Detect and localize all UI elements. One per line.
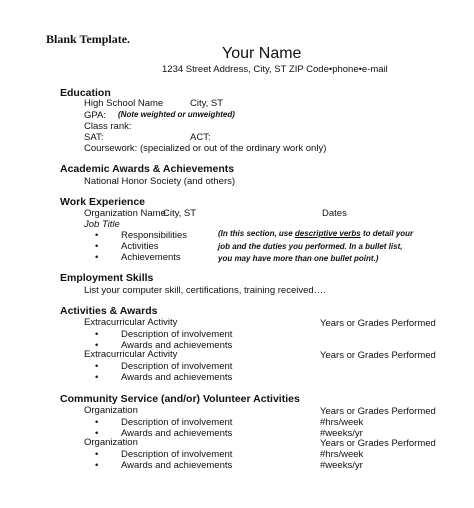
education-heading: Education — [60, 87, 111, 99]
activity-years: Years or Grades Performed — [320, 350, 436, 361]
community-years: Years or Grades Performed — [320, 438, 436, 449]
activity-bullet: • Description of involvement — [95, 361, 233, 372]
community-weeks: #weeks/yr — [320, 428, 363, 439]
community-org: Organization — [84, 405, 138, 416]
activity-title: Extracurricular Activity — [84, 349, 178, 360]
community-hours: #hrs/week — [320, 417, 364, 428]
work-instruction-note: (In this section, use descriptive verbs to detail your job and the duties you performed. In a bullet list, you may have more than one bullet point.) — [218, 229, 414, 263]
work-bullet: • Activities — [95, 241, 159, 252]
gpa-label: GPA: — [84, 110, 106, 121]
awards-item: National Honor Society (and others) — [84, 176, 236, 187]
community-bullet: • Awards and achievements — [95, 460, 233, 471]
activity-bullet: • Awards and achievements — [95, 372, 233, 383]
community-bullet: • Description of involvement — [95, 417, 233, 428]
work-bullet: • Achievements — [95, 252, 181, 263]
community-heading: Community Service (and/or) Volunteer Activities — [60, 393, 300, 405]
work-org-location: City, ST — [163, 208, 197, 219]
community-bullet: • Awards and achievements — [95, 428, 233, 439]
activity-years: Years or Grades Performed — [320, 318, 436, 329]
community-years: Years or Grades Performed — [320, 406, 436, 417]
applicant-name: Your Name — [222, 45, 302, 62]
gpa-note: (Note weighted or unweighted) — [118, 110, 235, 119]
activities-heading: Activities & Awards — [60, 305, 158, 317]
community-hours: #hrs/week — [320, 449, 364, 460]
activity-title: Extracurricular Activity — [84, 317, 178, 328]
work-heading: Work Experience — [60, 196, 146, 208]
community-bullet: • Description of involvement — [95, 449, 233, 460]
activity-bullet: • Awards and achievements — [95, 340, 233, 351]
awards-heading: Academic Awards & Achievements — [60, 163, 235, 175]
template-label: Blank Template. — [46, 32, 131, 46]
community-weeks: #weeks/yr — [320, 460, 363, 471]
school-location: City, ST — [190, 98, 224, 109]
activity-bullet: • Description of involvement — [95, 329, 233, 340]
school-name: High School Name — [84, 98, 164, 109]
contact-line: 1234 Street Address, City, ST ZIP Code•phone•e-mail — [162, 64, 388, 75]
work-bullet: • Responsibilities — [95, 230, 188, 241]
coursework: Coursework: (specialized or out of the ordinary work only) — [84, 143, 327, 154]
act-score: ACT: — [190, 132, 211, 143]
job-title: Job Title — [84, 219, 120, 230]
skills-heading: Employment Skills — [60, 272, 154, 284]
work-org: Organization Name — [84, 208, 166, 219]
skills-text: List your computer skill, certifications, training received…. — [84, 285, 326, 296]
community-org: Organization — [84, 437, 138, 448]
sat-score: SAT: — [84, 132, 104, 143]
work-dates: Dates — [322, 208, 347, 219]
class-rank: Class rank: — [84, 121, 132, 132]
